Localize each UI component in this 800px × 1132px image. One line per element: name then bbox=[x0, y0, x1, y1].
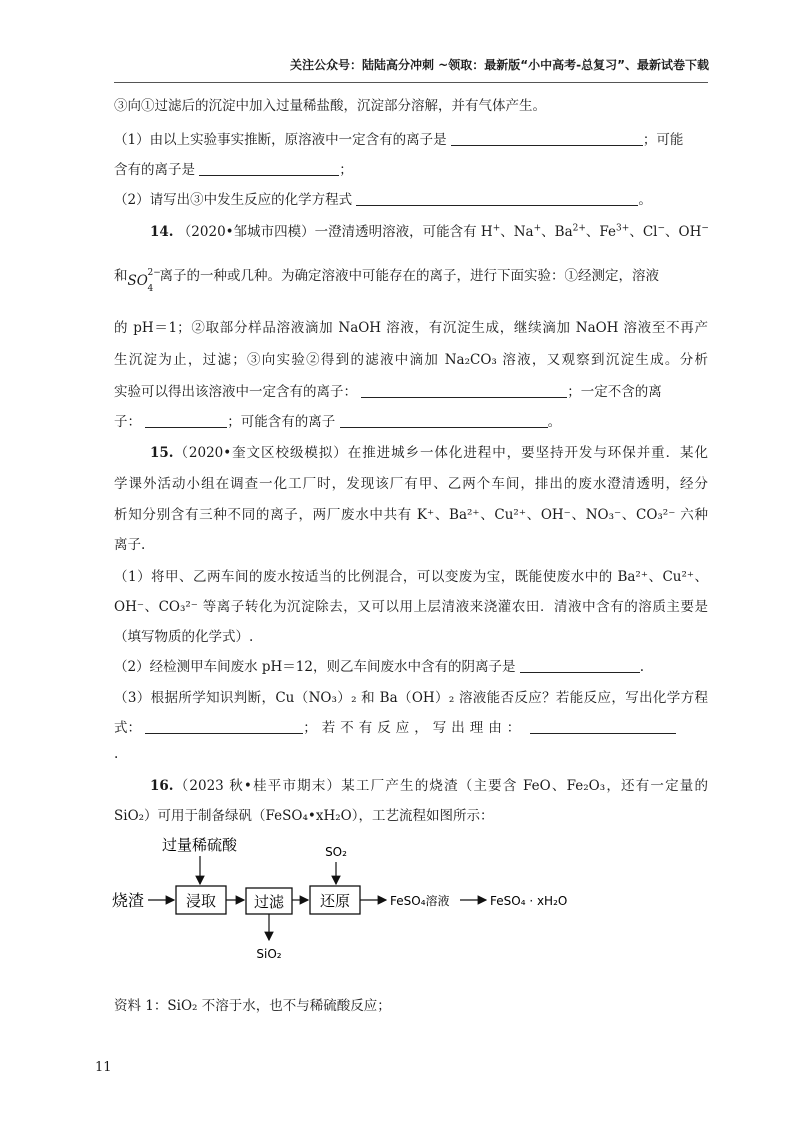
header-divider bbox=[114, 82, 708, 83]
q14-line1 bbox=[150, 222, 708, 242]
q14-excluded-ions-blank[interactable] bbox=[145, 413, 227, 428]
q15-line1 bbox=[150, 443, 708, 463]
q14-excluded-label: ；一定不含的离 bbox=[567, 384, 662, 400]
q13-definite-ions-blank[interactable] bbox=[451, 131, 643, 146]
q14-cl: Cl bbox=[642, 224, 658, 240]
q15-anion-blank[interactable] bbox=[520, 658, 640, 673]
reagent-label: 过量稀硫酸 bbox=[162, 836, 238, 854]
q15-part3-b bbox=[114, 718, 708, 738]
q14-na: Na bbox=[513, 224, 534, 240]
q14-source: （2020•邹城市四模）一澄清透明溶液，可能含有 H bbox=[177, 224, 493, 240]
filter-label: 过滤 bbox=[253, 893, 285, 911]
q14-period: 。 bbox=[547, 414, 562, 430]
q14-sep-2: 、 bbox=[541, 224, 555, 240]
q15-line2: 学课外活动小组在调查一化工厂时，发现该厂有甲、乙两个车间，排出的废水澄清透明，经分 bbox=[114, 476, 708, 492]
q14-ba-charge: 2+ bbox=[572, 223, 586, 234]
q14-cl-charge: − bbox=[657, 223, 666, 234]
q14-line2-text: 离子的一种或几种。为确定溶液中可能存在的离子，进行下面实验：①经测定，溶液 bbox=[159, 268, 659, 284]
q14-sulfate-formula: SO bbox=[127, 272, 148, 289]
leach-label: 浸取 bbox=[185, 892, 217, 910]
q14-sulfate-charge: 2− bbox=[147, 267, 161, 278]
q14-sulfate-ion bbox=[127, 267, 161, 294]
q14-na-charge: + bbox=[533, 223, 542, 234]
q15-equation-label: 式： bbox=[114, 720, 141, 736]
q13-part1-label: （1）由以上实验事实推断，原溶液中一定含有的离子是 bbox=[114, 132, 447, 148]
q15-line1-text: （2020•奎文区校级模拟）在推进城乡一体化进程中，要坚持开发与环保并重．某化 bbox=[173, 445, 708, 461]
q16-line1-text: （2023 秋•桂平市期末）某工厂产生的烧渣（主要含 FeO、Fe₂O₃，还有一定量的 bbox=[173, 778, 708, 794]
solution-label: FeSO₄溶液 bbox=[390, 894, 450, 908]
q15-reason-blank[interactable] bbox=[530, 719, 676, 734]
q13-part1-mid: ；可能 bbox=[642, 132, 684, 148]
q14-sep-4: 、 bbox=[629, 224, 643, 240]
q16-line2: SiO₂）可用于制备绿矾（FeSO₄•xH₂O），工艺流程如图所示： bbox=[114, 808, 494, 824]
q15-part1-b: OH⁻、CO₃²⁻ 等离子转化为沉淀除去，又可以用上层清液来浇灌农田．清液中含有的溶质主要是 bbox=[114, 599, 708, 615]
q13-possible-ions-blank[interactable] bbox=[199, 161, 339, 176]
q14-line5 bbox=[114, 382, 708, 402]
q14-oh-charge: − bbox=[701, 223, 709, 234]
q14-fe: Fe bbox=[599, 224, 617, 240]
q14-line6-prefix: 子： bbox=[114, 414, 141, 430]
process-flow-diagram bbox=[110, 832, 630, 972]
waste-label: SiO₂ bbox=[256, 947, 282, 961]
q15-part2-label: （2）经检测甲车间废水 pH＝12，则乙车间废水中含有的阴离子是 bbox=[114, 659, 516, 675]
q15-number: 15. bbox=[150, 445, 174, 461]
q14-oh: OH bbox=[678, 224, 702, 240]
q13-part2-label: （2）请写出③中发生反应的化学方程式 bbox=[114, 192, 353, 208]
q15-equation-blank[interactable] bbox=[145, 719, 303, 734]
q15-part2 bbox=[114, 657, 708, 677]
crystal-label: FeSO₄ · xH₂O bbox=[490, 894, 568, 908]
reduce-label: 还原 bbox=[319, 892, 351, 910]
q14-and: 和 bbox=[114, 268, 128, 284]
q14-line2 bbox=[114, 266, 708, 294]
q13-part1-line2 bbox=[114, 160, 708, 180]
q15-part1-c: （填写物质的化学式）. bbox=[114, 629, 254, 645]
q14-line3: 的 pH＝1；②取部分样品溶液滴加 NaOH 溶液，有沉淀生成，继续滴加 NaOH 溶液至不再产 bbox=[114, 320, 708, 336]
q14-ba: Ba bbox=[554, 224, 573, 240]
q14-h-charge: + bbox=[492, 223, 501, 234]
q13-part1 bbox=[114, 130, 708, 150]
gas-label: SO₂ bbox=[325, 845, 347, 859]
page-header: 关注公众号：陆陆高分冲刺 ~领取：最新版“小中高考-总复习”、最新试卷下载 bbox=[290, 58, 709, 72]
q15-line4: 离子. bbox=[114, 537, 146, 553]
q13-semicolon: ； bbox=[339, 162, 353, 178]
q16-line1 bbox=[150, 776, 708, 796]
q16-note: 资料 1：SiO₂ 不溶于水，也不与稀硫酸反应； bbox=[114, 998, 391, 1014]
q14-line4: 生沉淀为止，过滤；③向实验②得到的滤液中滴加 Na₂CO₃ 溶液，又观察到沉淀生成。分析 bbox=[114, 352, 708, 368]
q13-step3-text: 向①过滤后的沉淀中加入过量稀盐酸，沉淀部分溶解，并有气体产生。 bbox=[127, 98, 546, 114]
q14-definite-label: 实验可以得出该溶液中一定含有的离子： bbox=[114, 384, 357, 400]
q15-line3: 析知分别含有三种不同的离子，两厂废水中共有 K⁺、Ba²⁺、Cu²⁺、OH⁻、NO₃⁻、CO₃²⁻ 六种 bbox=[114, 507, 708, 523]
q13-part2 bbox=[114, 190, 708, 210]
q15-reason-label: ；若不有反应，写出理由： bbox=[303, 720, 526, 736]
q14-sep-3: 、 bbox=[585, 224, 600, 240]
input-label: 烧渣 bbox=[112, 891, 145, 910]
q14-possible-label: ；可能含有的离子 bbox=[227, 414, 336, 430]
q13-step3 bbox=[114, 96, 708, 116]
q14-possible-ions-blank[interactable] bbox=[340, 413, 548, 428]
q14-sep-5: 、 bbox=[665, 224, 679, 240]
q14-definite-ions-blank[interactable] bbox=[361, 383, 567, 398]
q14-sep-1: 、 bbox=[500, 224, 514, 240]
q13-step3-circled: ③ bbox=[114, 98, 128, 114]
q13-possible-label: 含有的离子是 bbox=[114, 162, 195, 178]
page-number: 11 bbox=[95, 1060, 112, 1075]
q15-part2-end: . bbox=[639, 659, 645, 675]
q14-number: 14. bbox=[150, 224, 174, 240]
q13-period: 。 bbox=[638, 192, 652, 208]
q14-fe-charge: 3+ bbox=[616, 223, 630, 234]
q15-part1-a: （1）将甲、乙两车间的废水按适当的比例混合，可以变废为宝，既能使废水中的 Ba²⁺、Cu²⁺、 bbox=[114, 569, 708, 585]
q14-line6 bbox=[114, 412, 708, 432]
q16-number: 16. bbox=[150, 778, 174, 794]
q15-part3-c: . bbox=[114, 746, 119, 762]
q14-sulfate-subscript: 4 bbox=[147, 283, 154, 294]
q13-equation-blank[interactable] bbox=[356, 191, 638, 206]
q15-part3-a: （3）根据所学知识判断，Cu（NO₃）₂ 和 Ba（OH）₂ 溶液能否反应？若能反应，写出化学方程 bbox=[114, 690, 708, 706]
